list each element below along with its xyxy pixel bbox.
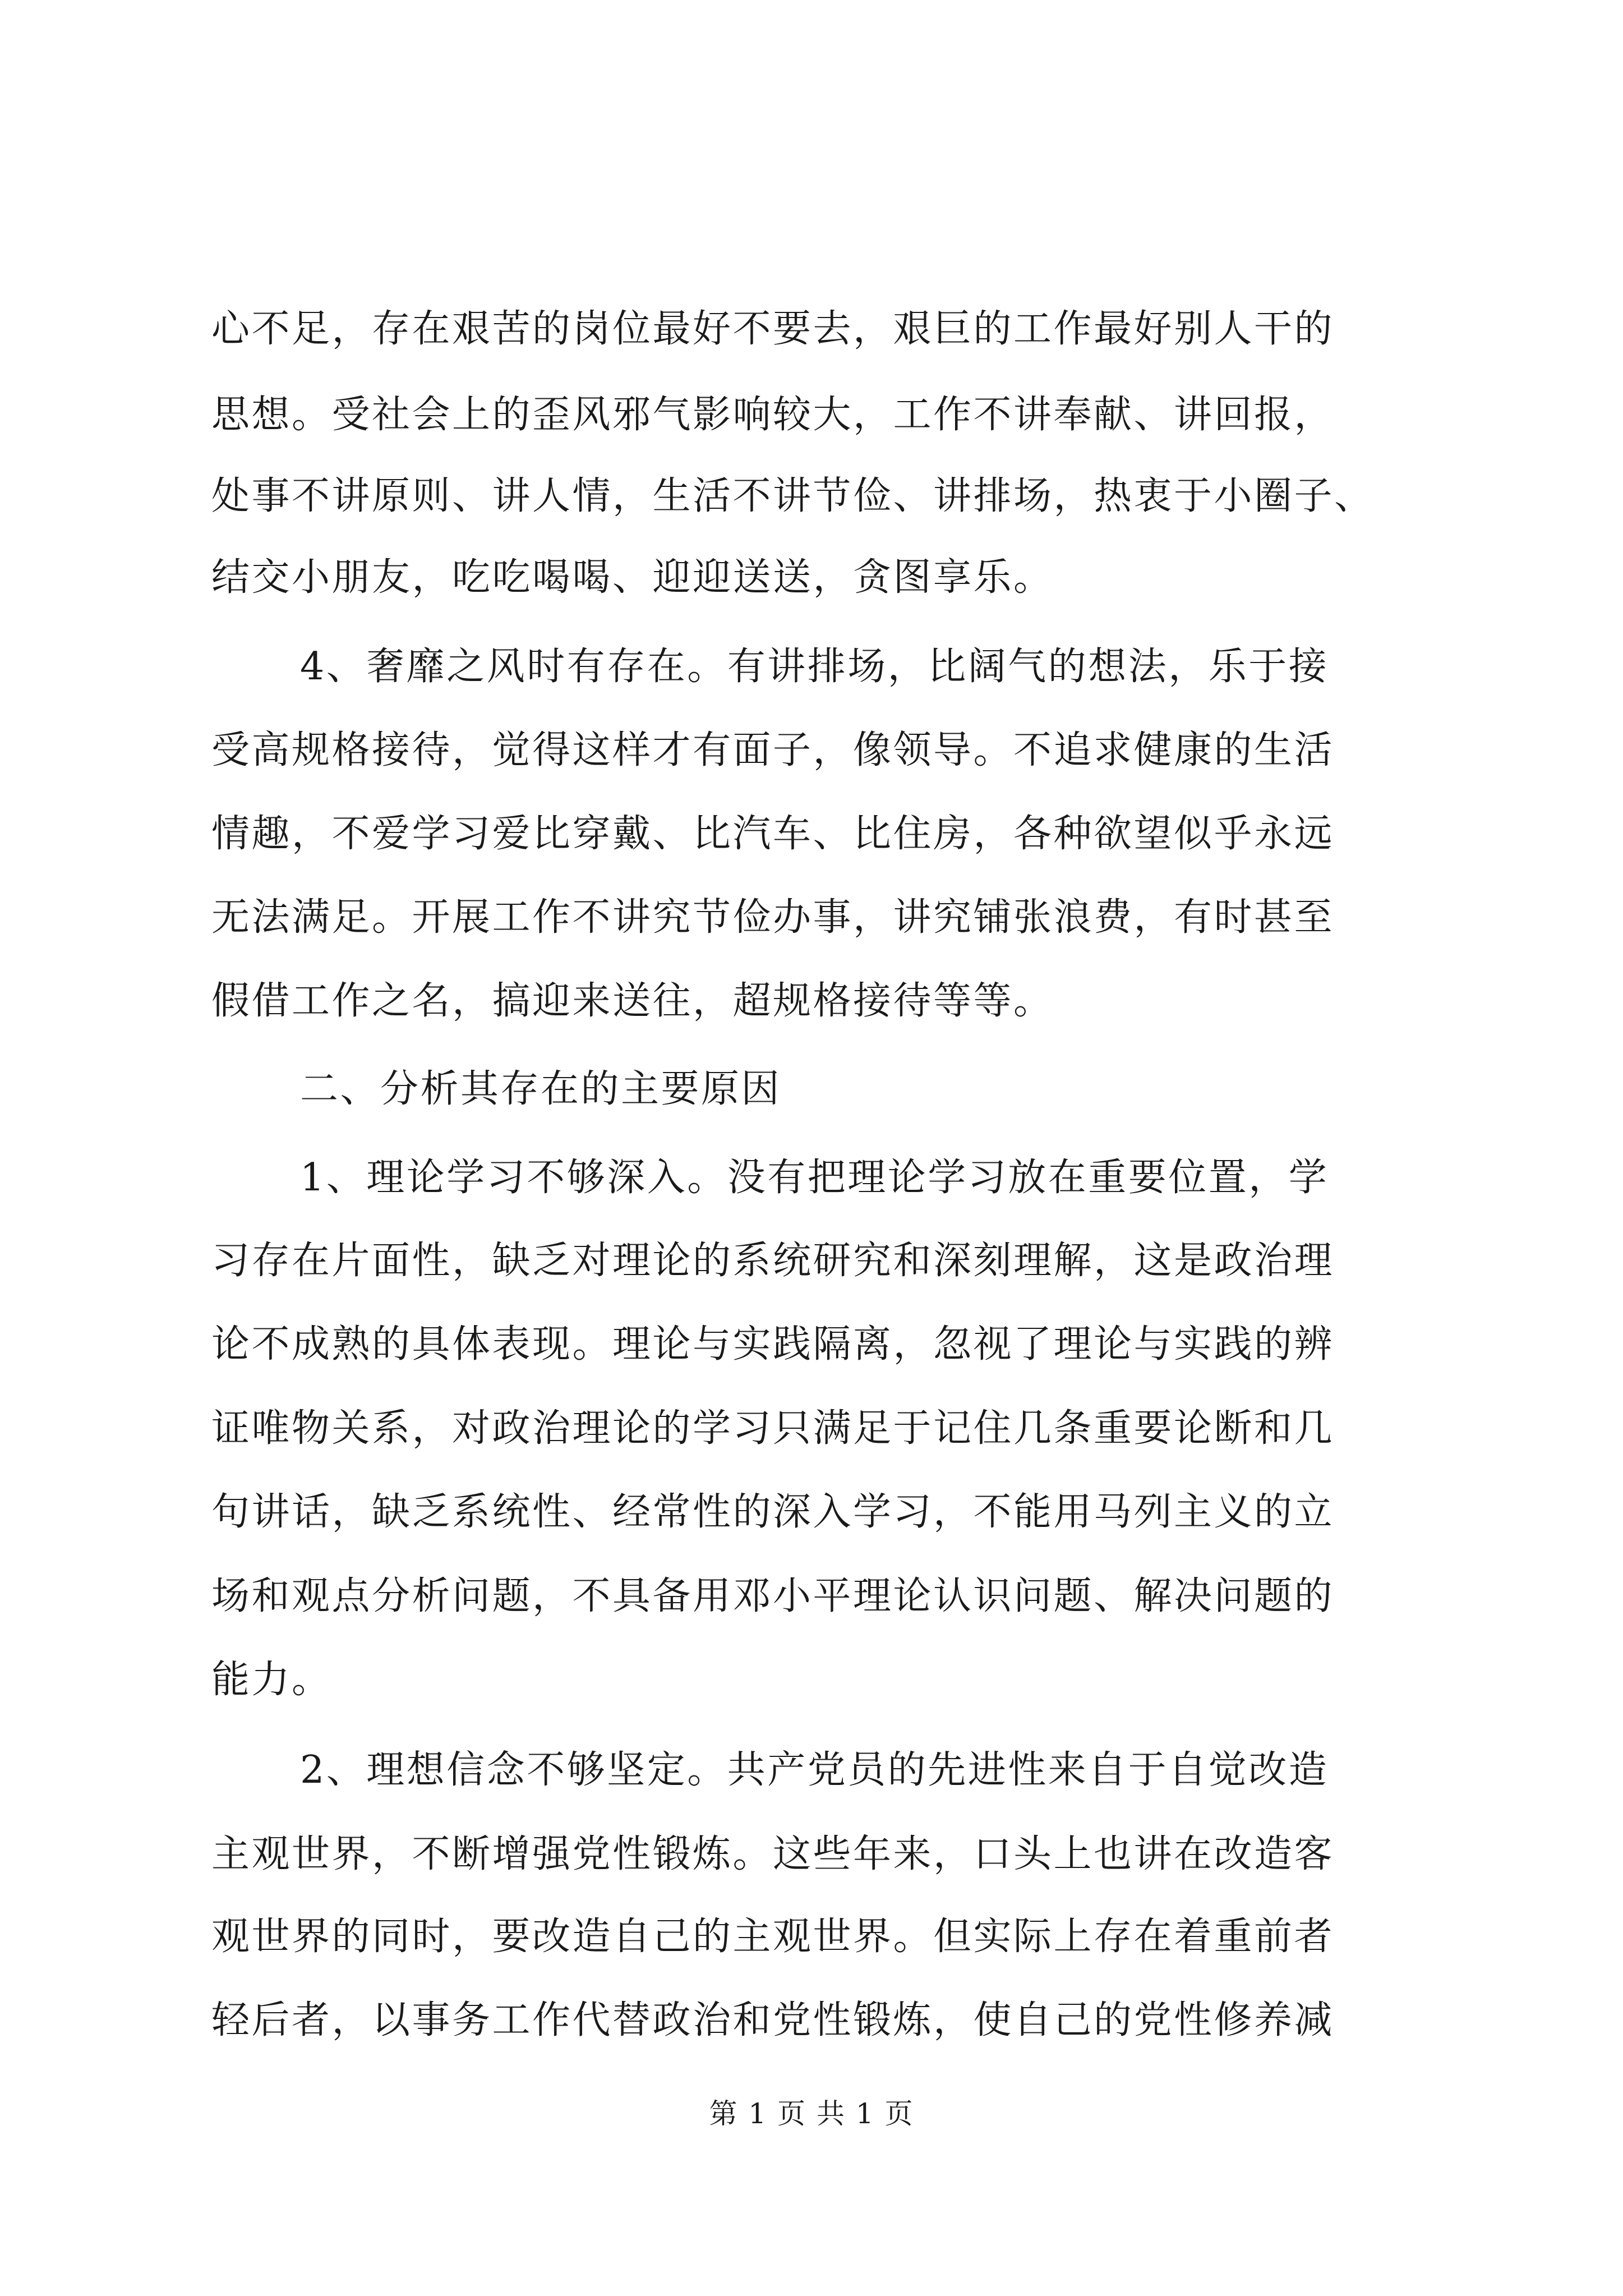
- paragraph-line: 思想。受社会上的歪风邪气影响较大，工作不讲奉献、讲回报，: [211, 393, 1335, 437]
- paragraph-line: 心不足，存在艰苦的岗位最好不要去，艰巨的工作最好别人干的: [211, 307, 1335, 351]
- paragraph-line: 2、理想信念不够坚定。共产党员的先进性来自于自觉改造: [300, 1748, 1329, 1792]
- paragraph-line: 处事不讲原则、讲人情，生活不讲节俭、讲排场，热衷于小圈子、: [211, 474, 1375, 518]
- page-footer: 第 1 页 共 1 页: [709, 2097, 914, 2130]
- paragraph-line: 4、奢靡之风时有存在。有讲排场，比阔气的想法，乐于接: [300, 645, 1329, 689]
- paragraph-line: 受高规格接待，觉得这样才有面子，像领导。不追求健康的生活: [211, 728, 1335, 772]
- paragraph-line: 场和观点分析问题，不具备用邓小平理论认识问题、解决问题的: [211, 1574, 1335, 1618]
- paragraph-line: 轻后者，以事务工作代替政治和党性锻炼，使自己的党性修养减: [211, 1998, 1335, 2042]
- paragraph-line: 结交小朋友，吃吃喝喝、迎迎送送，贪图享乐。: [211, 555, 1054, 600]
- paragraph-line: 二、分析其存在的主要原因: [300, 1067, 782, 1111]
- paragraph-line: 能力。: [211, 1658, 332, 1702]
- paragraph-line: 情趣，不爱学习爱比穿戴、比汽车、比住房，各种欲望似乎永远: [211, 812, 1335, 856]
- paragraph-line: 习存在片面性，缺乏对理论的系统研究和深刻理解，这是政治理: [211, 1239, 1335, 1283]
- paragraph-line: 无法满足。开展工作不讲究节俭办事，讲究铺张浪费，有时甚至: [211, 895, 1335, 940]
- paragraph-line: 证唯物关系，对政治理论的学习只满足于记住几条重要论断和几: [211, 1406, 1335, 1451]
- paragraph-line: 主观世界，不断增强党性锻炼。这些年来，口头上也讲在改造客: [211, 1832, 1335, 1876]
- paragraph-line: 1、理论学习不够深入。没有把理论学习放在重要位置，学: [300, 1156, 1329, 1200]
- paragraph-line: 论不成熟的具体表现。理论与实践隔离，忽视了理论与实践的辨: [211, 1322, 1335, 1366]
- paragraph-line: 观世界的同时，要改造自己的主观世界。但实际上存在着重前者: [211, 1915, 1335, 1959]
- paragraph-line: 假借工作之名，搞迎来送往，超规格接待等等。: [211, 979, 1054, 1023]
- paragraph-line: 句讲话，缺乏系统性、经常性的深入学习，不能用马列主义的立: [211, 1490, 1335, 1534]
